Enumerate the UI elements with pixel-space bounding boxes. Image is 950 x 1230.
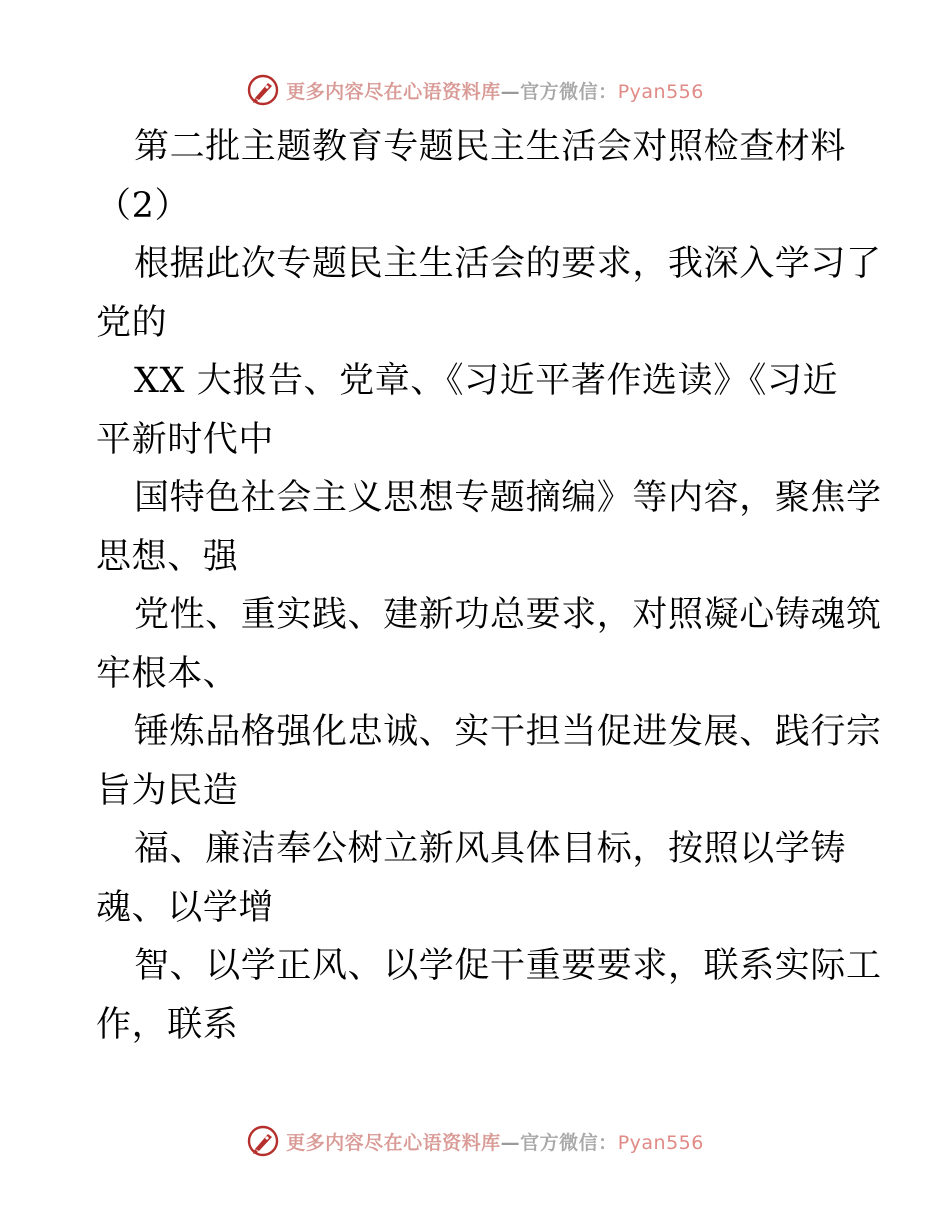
watermark-handle: Pyan556 <box>617 80 704 103</box>
pen-nib-circle-icon <box>246 1124 280 1158</box>
document-line: 思想、强 <box>96 536 239 577</box>
footer-watermark <box>0 1121 950 1161</box>
document-line: 魂、以学增 <box>96 887 275 928</box>
watermark-text <box>286 77 704 104</box>
watermark-brand: 更多内容尽在心语资料库 <box>286 80 501 103</box>
document-line: 国特色社会主义思想专题摘编》等内容，聚焦学 <box>134 478 882 518</box>
watermark-label: 官方微信： <box>520 1131 618 1154</box>
pen-nib-circle-icon <box>246 73 280 107</box>
document-line: 平新时代中 <box>96 419 275 460</box>
watermark-text <box>286 1128 704 1155</box>
watermark-handle: Pyan556 <box>617 1131 704 1154</box>
document-line: 牢根本、 <box>96 653 239 694</box>
document-line: 作，联系 <box>96 1004 239 1045</box>
watermark-label: 官方微信： <box>520 80 618 103</box>
watermark-dash: — <box>500 1131 521 1154</box>
header-watermark <box>0 70 950 110</box>
document-line: 锤炼品格强化忠诚、实干担当促进发展、践行宗 <box>134 712 882 752</box>
document-line: 党性、重实践、建新功总要求，对照凝心铸魂筑 <box>134 595 882 635</box>
document-line: （2） <box>96 185 191 226</box>
watermark-brand: 更多内容尽在心语资料库 <box>286 1131 501 1154</box>
document-line: 第二批主题教育专题民主生活会对照检查材料 <box>134 127 847 167</box>
document-line: XX 大报告、党章、《习近平著作选读》《习近 <box>134 361 839 401</box>
document-line: 党的 <box>96 302 168 343</box>
document-body <box>96 118 882 1054</box>
watermark-group <box>246 73 704 107</box>
watermark-dash: — <box>500 80 521 103</box>
document-line: 旨为民造 <box>96 770 239 811</box>
document-line: 福、廉洁奉公树立新风具体目标，按照以学铸 <box>134 829 847 869</box>
document-line: 根据此次专题民主生活会的要求，我深入学习了 <box>134 244 882 284</box>
document-line: 智、以学正风、以学促干重要要求，联系实际工 <box>134 946 882 986</box>
watermark-group <box>246 1124 704 1158</box>
